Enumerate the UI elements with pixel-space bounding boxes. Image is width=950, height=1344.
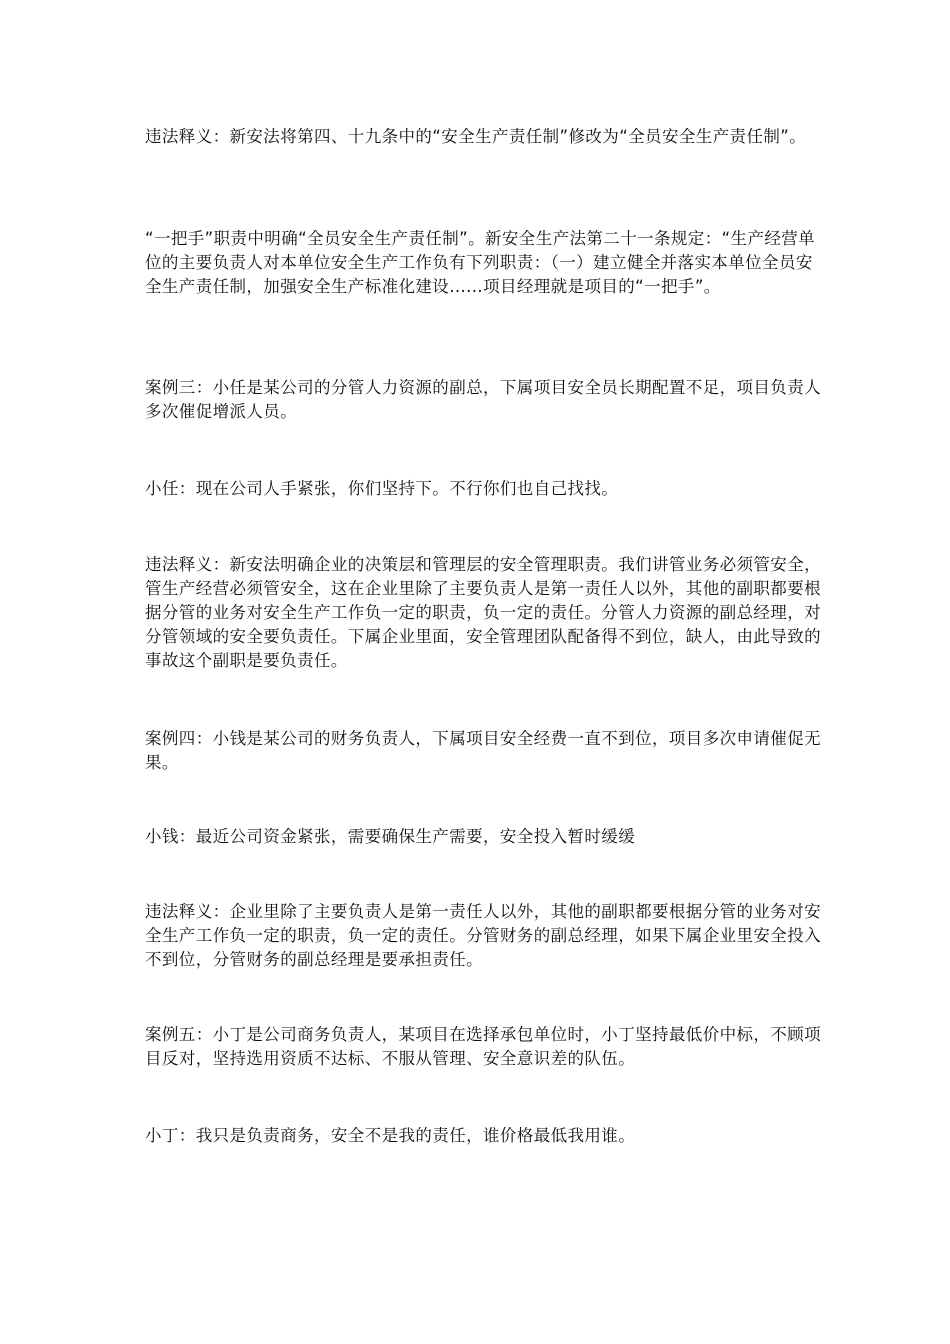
paragraph-case-three: 案例三：小任是某公司的分管人力资源的副总，下属项目安全员长期配置不足，项目负责人多次催促增派人员。 <box>145 378 821 421</box>
paragraph-xiaoqian-reply: 小钱：最近公司资金紧张，需要确保生产需要，安全投入暂时缓缓 <box>145 827 636 846</box>
paragraph-violation-explanation-3: 违法释义：企业里除了主要负责人是第一责任人以外，其他的副职都要根据分管的业务对安全生产工作负一定的职责，负一定的责任。分管财务的副总经理，如果下属企业里安全投入不到位，分管财务的副总经理是要承担责任。 <box>145 902 821 969</box>
paragraph-case-five: 案例五：小丁是公司商务负责人，某项目在选择承包单位时，小丁坚持最低价中标，不顾项目反对，坚持选用资质不达标、不服从管理、安全意识差的队伍。 <box>145 1025 821 1068</box>
paragraph-xiaoding-reply: 小丁：我只是负责商务，安全不是我的责任，谁价格最低我用谁。 <box>145 1126 636 1145</box>
paragraph-xiaoren-reply: 小任：现在公司人手紧张，你们坚持下。不行你们也自己找找。 <box>145 479 619 498</box>
paragraph-violation-explanation-1: 违法释义：新安法将第四、十九条中的“安全生产责任制”修改为“全员安全生产责任制”。 <box>145 127 807 146</box>
paragraph-top-leader-duty: “一把手”职责中明确“全员安全生产责任制”。新安全生产法第二十一条规定：“生产经营单位的主要负责人对本单位安全生产工作负有下列职责：（一）建立健全并落实本单位全员安全生产责任制，加强安全生产标准化建设......项目经理就是项目的“一把手”。 <box>145 229 816 296</box>
paragraph-case-four: 案例四：小钱是某公司的财务负责人，下属项目安全经费一直不到位，项目多次申请催促无果。 <box>145 729 821 772</box>
paragraph-violation-explanation-2: 违法释义：新安法明确企业的决策层和管理层的安全管理职责。我们讲管业务必须管安全，管生产经营必须管安全，这在企业里除了主要负责人是第一责任人以外，其他的副职都要根据分管的业务对安全生产工作负一定的职责，负一定的责任。分管人力资源的副总经理，对分管领域的安全要负责任。下属企业里面，安全管理团队配备得不到位，缺人，由此导致的事故这个副职是要负责任。 <box>145 555 821 670</box>
